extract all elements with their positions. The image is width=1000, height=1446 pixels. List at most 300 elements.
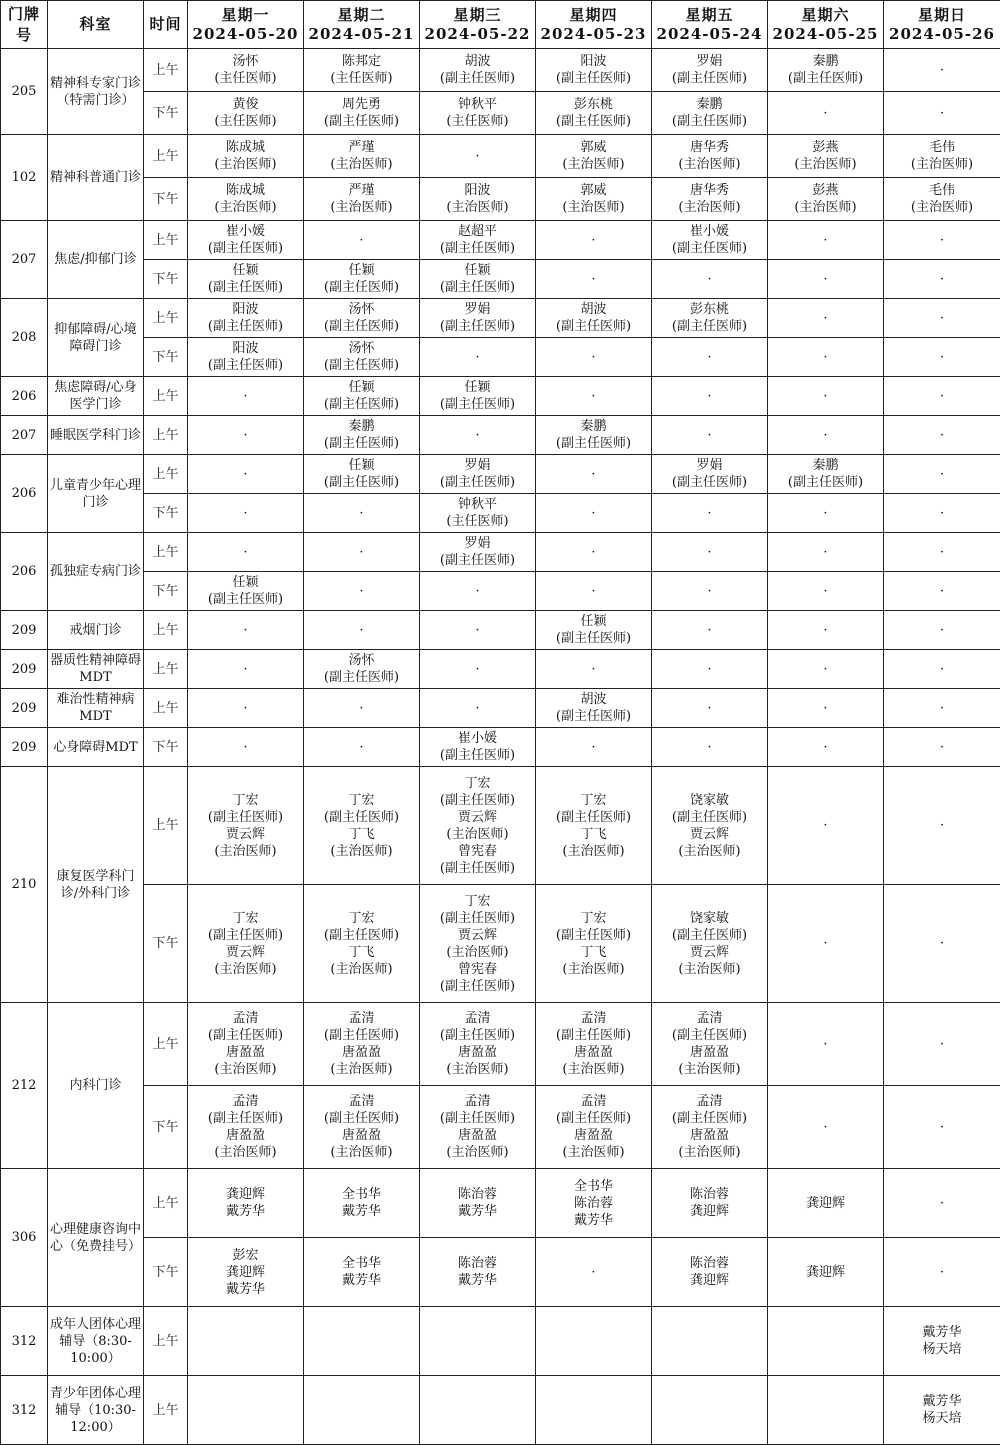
empty-marker: ·: [939, 622, 945, 638]
table-row: [1, 728, 1000, 767]
schedule-cell: [304, 611, 420, 650]
doctor-entry: (副主任医师): [555, 809, 632, 825]
doctor-entry: 汤怀: [348, 341, 375, 356]
schedule-cell: [420, 1238, 536, 1307]
room-number: 208: [1, 299, 48, 377]
empty-marker: ·: [243, 700, 248, 716]
doctor-entry: 唐华秀: [689, 183, 729, 198]
table-row: [1, 49, 1000, 92]
schedule-cell: [884, 728, 1000, 767]
schedule-cell: [420, 338, 536, 377]
schedule-cell: [652, 135, 768, 178]
department-name: 成年人团体心理辅导（8:30-10:00）: [48, 1307, 144, 1376]
schedule-cell: [420, 1003, 536, 1086]
empty-marker: ·: [939, 62, 945, 78]
room-number: 205: [1, 49, 48, 135]
header-date: 2024-05-21: [308, 24, 415, 43]
doctor-entry: (主治医师): [562, 1062, 625, 1077]
schedule-cell: [536, 1169, 652, 1238]
doctor-entry: (主治医师): [214, 1145, 277, 1160]
schedule-cell: [652, 338, 768, 377]
time-period: 上午: [144, 455, 188, 494]
doctor-entry: 戴芳华: [922, 1325, 962, 1340]
empty-marker: ·: [707, 700, 712, 716]
schedule-cell: [884, 377, 1000, 416]
empty-marker: ·: [591, 388, 596, 404]
doctor-entry: 汤怀: [348, 302, 375, 317]
schedule-cell: [188, 494, 304, 533]
schedule-cell: [188, 1086, 304, 1169]
doctor-entry: 曾宪春: [457, 961, 497, 977]
schedule-cell: [188, 221, 304, 260]
schedule-cell: [188, 1003, 304, 1086]
schedule-cell: [304, 49, 420, 92]
schedule-cell: [652, 455, 768, 494]
schedule-cell: [536, 221, 652, 260]
doctor-entry: 丁宏: [580, 910, 607, 926]
doctor-entry: (主治医师): [446, 200, 509, 215]
header-time: 时间: [144, 1, 188, 49]
doctor-entry: 丁宏: [348, 910, 375, 926]
schedule-cell: [536, 494, 652, 533]
doctor-entry: (副主任医师): [207, 1111, 284, 1126]
table-row: [1, 494, 1000, 533]
empty-marker: ·: [359, 544, 364, 560]
schedule-cell: [188, 1238, 304, 1307]
table-row: [1, 1238, 1000, 1307]
schedule-cell: [652, 92, 768, 135]
schedule-cell: [768, 178, 884, 221]
doctor-entry: 黄俊: [232, 97, 259, 112]
schedule-cell: [652, 1238, 768, 1307]
doctor-entry: 饶家敏: [689, 792, 729, 808]
schedule-cell: [420, 767, 536, 885]
schedule-cell: [420, 92, 536, 135]
doctor-entry: 唐盈盈: [573, 1045, 613, 1060]
schedule-cell: [652, 611, 768, 650]
schedule-cell: [884, 92, 1000, 135]
schedule-cell: [768, 299, 884, 338]
schedule-cell: [768, 377, 884, 416]
doctor-entry: 阳波: [580, 54, 607, 69]
schedule-cell: [884, 533, 1000, 572]
doctor-entry: (副主任医师): [671, 71, 748, 86]
empty-marker: ·: [823, 622, 828, 638]
table-row: [1, 221, 1000, 260]
doctor-entry: 秦鹏: [580, 419, 607, 434]
doctor-entry: (主治医师): [214, 843, 277, 859]
header-day-1: [188, 1, 304, 49]
doctor-entry: 龚迎辉: [805, 1195, 845, 1211]
empty-marker: ·: [243, 388, 248, 404]
schedule-cell: [304, 1238, 420, 1307]
time-period: 下午: [144, 338, 188, 377]
schedule-cell: [768, 416, 884, 455]
doctor-entry: 郭威: [580, 183, 607, 198]
table-row: [1, 611, 1000, 650]
schedule-cell: [884, 689, 1000, 728]
room-number: 206: [1, 533, 48, 611]
room-number: 209: [1, 650, 48, 689]
doctor-entry: 贾云辉: [689, 826, 729, 842]
schedule-cell: [536, 650, 652, 689]
schedule-body: [1, 49, 1000, 1445]
doctor-entry: (副主任医师): [207, 592, 284, 607]
schedule-cell: [884, 650, 1000, 689]
schedule-cell: [768, 611, 884, 650]
doctor-entry: 毛伟: [928, 140, 955, 155]
doctor-entry: 汤怀: [232, 54, 259, 69]
doctor-entry: (副主任医师): [439, 978, 516, 994]
doctor-entry: 罗娟: [464, 458, 491, 473]
doctor-entry: (主治医师): [794, 157, 857, 172]
empty-marker: ·: [939, 1195, 945, 1211]
empty-marker: ·: [591, 232, 596, 248]
doctor-entry: (主治医师): [446, 1145, 509, 1160]
schedule-cell: [536, 260, 652, 299]
doctor-entry: (副主任医师): [439, 748, 516, 763]
department-name: 器质性精神障碍MDT: [48, 650, 144, 689]
schedule-cell: [768, 1003, 884, 1086]
doctor-entry: 戴芳华: [457, 1204, 497, 1219]
schedule-cell: [536, 1376, 652, 1445]
schedule-cell: [536, 178, 652, 221]
header-day-2: [304, 1, 420, 49]
time-period: 上午: [144, 377, 188, 416]
time-period: 上午: [144, 533, 188, 572]
schedule-cell: [652, 377, 768, 416]
empty-marker: ·: [707, 271, 712, 287]
doctor-entry: 钟秋平: [457, 497, 497, 512]
empty-marker: ·: [591, 1264, 596, 1280]
time-period: 上午: [144, 416, 188, 455]
department-name: 心理健康咨询中心（免费挂号）: [48, 1169, 144, 1307]
schedule-cell: [536, 533, 652, 572]
table-row: [1, 885, 1000, 1003]
doctor-entry: 孟清: [232, 1011, 259, 1026]
doctor-entry: 唐盈盈: [341, 1045, 381, 1060]
schedule-cell: [188, 572, 304, 611]
doctor-entry: (副主任医师): [439, 1111, 516, 1126]
doctor-entry: 任颖: [580, 614, 607, 629]
doctor-entry: 郭威: [580, 140, 607, 155]
empty-marker: ·: [939, 1036, 945, 1052]
doctor-entry: 严瑾: [348, 183, 375, 198]
department-name: 儿童青少年心理门诊: [48, 455, 144, 533]
empty-marker: ·: [591, 739, 596, 755]
schedule-cell: [884, 455, 1000, 494]
department-name: 精神科普通门诊: [48, 135, 144, 221]
doctor-entry: 孟清: [232, 1094, 259, 1109]
doctor-entry: 严瑾: [348, 140, 375, 155]
schedule-cell: [884, 299, 1000, 338]
schedule-cell: [652, 767, 768, 885]
empty-marker: ·: [939, 1264, 945, 1280]
empty-marker: ·: [707, 427, 712, 443]
empty-marker: ·: [823, 232, 828, 248]
empty-marker: ·: [939, 583, 945, 599]
schedule-cell: [884, 338, 1000, 377]
doctor-entry: (主治医师): [446, 944, 509, 960]
doctor-entry: 唐华秀: [689, 140, 729, 155]
empty-marker: ·: [475, 661, 480, 677]
schedule-cell: [420, 178, 536, 221]
empty-marker: ·: [823, 739, 828, 755]
doctor-entry: 罗娟: [464, 302, 491, 317]
doctor-entry: 丁宏: [580, 792, 607, 808]
header-weekday: 星期四: [569, 5, 618, 24]
schedule-cell: [652, 1086, 768, 1169]
empty-marker: ·: [591, 583, 596, 599]
table-row: [1, 1169, 1000, 1238]
doctor-entry: (主治医师): [910, 200, 974, 215]
empty-marker: ·: [243, 622, 248, 638]
doctor-entry: 任颖: [348, 380, 375, 395]
doctor-entry: 孟清: [464, 1094, 491, 1109]
doctor-entry: (副主任医师): [671, 475, 748, 490]
header-row: [1, 1, 1000, 49]
schedule-cell: [304, 416, 420, 455]
header-weekday: 星期五: [685, 5, 734, 24]
doctor-entry: (副主任医师): [671, 241, 748, 256]
time-period: 上午: [144, 49, 188, 92]
doctor-entry: 贾云辉: [225, 944, 265, 960]
doctor-entry: 丁宏: [232, 792, 259, 808]
empty-marker: ·: [939, 1119, 945, 1135]
doctor-entry: (主治医师): [562, 200, 625, 215]
header-weekday: 星期二: [337, 5, 386, 24]
doctor-entry: 丁宏: [232, 910, 259, 926]
doctor-entry: 孟清: [580, 1011, 607, 1026]
schedule-cell: [652, 572, 768, 611]
doctor-entry: (主治医师): [446, 1062, 509, 1077]
doctor-entry: (主治医师): [214, 1062, 277, 1077]
room-number: 312: [1, 1376, 48, 1445]
table-row: [1, 1086, 1000, 1169]
time-period: 上午: [144, 221, 188, 260]
doctor-entry: (副主任医师): [555, 1028, 632, 1043]
doctor-entry: (副主任医师): [555, 114, 632, 129]
time-period: 下午: [144, 494, 188, 533]
doctor-entry: (副主任医师): [555, 71, 632, 86]
time-period: 上午: [144, 135, 188, 178]
table-row: [1, 689, 1000, 728]
schedule-cell: [188, 49, 304, 92]
doctor-entry: (主治医师): [562, 1145, 625, 1160]
header-weekday: 星期一: [221, 5, 270, 24]
time-period: 下午: [144, 260, 188, 299]
department-name: 戒烟门诊: [48, 611, 144, 650]
doctor-entry: (副主任医师): [323, 280, 400, 295]
empty-marker: ·: [707, 349, 712, 365]
schedule-cell: [884, 767, 1000, 885]
doctor-entry: 龚迎辉: [225, 1187, 265, 1202]
doctor-entry: (主治医师): [910, 157, 974, 172]
empty-marker: ·: [939, 739, 945, 755]
doctor-entry: 孟清: [696, 1094, 723, 1109]
schedule-cell: [768, 650, 884, 689]
doctor-entry: 贾云辉: [457, 809, 497, 825]
doctor-entry: (副主任医师): [207, 241, 284, 256]
schedule-cell: [304, 260, 420, 299]
doctor-entry: 孟清: [696, 1011, 723, 1026]
header-day-5: [652, 1, 768, 49]
doctor-entry: 贾云辉: [457, 927, 497, 943]
empty-marker: ·: [939, 388, 945, 404]
department-name: 青少年团体心理辅导（10:30-12:00）: [48, 1376, 144, 1445]
schedule-cell: [536, 135, 652, 178]
empty-marker: ·: [707, 661, 712, 677]
schedule-cell: [652, 49, 768, 92]
doctor-entry: (主治医师): [562, 157, 625, 172]
empty-marker: ·: [939, 505, 945, 521]
schedule-cell: [536, 1086, 652, 1169]
empty-marker: ·: [823, 583, 828, 599]
department-name: 内科门诊: [48, 1003, 144, 1169]
doctor-entry: 孟清: [348, 1094, 375, 1109]
doctor-entry: 崔小媛: [689, 224, 729, 239]
doctor-entry: 彭东桃: [689, 302, 729, 317]
doctor-entry: (副主任医师): [323, 475, 400, 490]
doctor-entry: (副主任医师): [207, 927, 284, 943]
header-date: 2024-05-20: [192, 24, 299, 43]
schedule-cell: [652, 178, 768, 221]
schedule-cell: [188, 650, 304, 689]
schedule-cell: [188, 455, 304, 494]
doctor-entry: 崔小媛: [457, 731, 497, 746]
schedule-cell: [304, 885, 420, 1003]
doctor-entry: 杨天培: [922, 1342, 962, 1357]
empty-marker: ·: [939, 271, 945, 287]
empty-marker: ·: [243, 505, 248, 521]
doctor-entry: 贾云辉: [225, 826, 265, 842]
table-row: [1, 299, 1000, 338]
schedule-cell: [188, 767, 304, 885]
schedule-cell: [188, 885, 304, 1003]
table-row: [1, 416, 1000, 455]
time-period: 上午: [144, 767, 188, 885]
schedule-cell: [884, 611, 1000, 650]
department-name: 孤独症专病门诊: [48, 533, 144, 611]
schedule-cell: [768, 494, 884, 533]
schedule-cell: [420, 221, 536, 260]
doctor-entry: 丁飞: [348, 944, 375, 960]
doctor-entry: 彭燕: [812, 140, 839, 155]
empty-marker: ·: [707, 505, 712, 521]
doctor-entry: 罗娟: [696, 458, 723, 473]
table-row: [1, 178, 1000, 221]
time-period: 上午: [144, 1169, 188, 1238]
doctor-entry: (副主任医师): [787, 71, 864, 86]
empty-marker: ·: [939, 310, 945, 326]
doctor-entry: (主治医师): [214, 961, 277, 977]
doctor-entry: 唐盈盈: [457, 1045, 497, 1060]
doctor-entry: (主治医师): [678, 200, 741, 215]
doctor-entry: (主治医师): [330, 843, 393, 859]
table-row: [1, 92, 1000, 135]
doctor-entry: 贾云辉: [689, 944, 729, 960]
empty-marker: ·: [243, 661, 248, 677]
schedule-cell: [768, 455, 884, 494]
doctor-entry: (主治医师): [330, 1145, 393, 1160]
doctor-entry: (主任医师): [446, 114, 509, 129]
empty-marker: ·: [243, 739, 248, 755]
doctor-entry: 罗娟: [696, 54, 723, 69]
doctor-entry: (副主任医师): [439, 241, 516, 256]
empty-marker: ·: [591, 544, 596, 560]
schedule-cell: [768, 572, 884, 611]
schedule-cell: [304, 299, 420, 338]
time-period: 上午: [144, 1376, 188, 1445]
doctor-entry: (副主任医师): [323, 1111, 400, 1126]
schedule-cell: [652, 260, 768, 299]
empty-marker: ·: [823, 661, 828, 677]
doctor-entry: 戴芳华: [922, 1394, 962, 1409]
doctor-entry: 孟清: [464, 1011, 491, 1026]
schedule-cell: [304, 533, 420, 572]
schedule-cell: [536, 416, 652, 455]
empty-marker: ·: [359, 583, 364, 599]
doctor-entry: (副主任医师): [555, 709, 632, 724]
table-row: [1, 650, 1000, 689]
doctor-entry: 龚迎辉: [225, 1264, 265, 1280]
doctor-entry: (主治医师): [330, 200, 393, 215]
schedule-cell: [304, 767, 420, 885]
doctor-entry: (副主任医师): [439, 71, 516, 86]
empty-marker: ·: [823, 105, 828, 121]
room-number: 209: [1, 611, 48, 650]
doctor-entry: (副主任医师): [439, 910, 516, 926]
room-number: 207: [1, 416, 48, 455]
schedule-cell: [420, 1376, 536, 1445]
room-number: 210: [1, 767, 48, 1003]
schedule-cell: [536, 885, 652, 1003]
department-name: 焦虑障碍/心身医学门诊: [48, 377, 144, 416]
empty-marker: ·: [591, 271, 596, 287]
doctor-entry: 陈成城: [225, 183, 265, 198]
schedule-cell: [884, 1003, 1000, 1086]
doctor-entry: 任颖: [232, 263, 259, 278]
empty-marker: ·: [359, 622, 364, 638]
header-room: 门牌号: [1, 1, 48, 49]
schedule-cell: [768, 338, 884, 377]
empty-marker: ·: [243, 427, 248, 443]
schedule-cell: [652, 1169, 768, 1238]
table-row: [1, 455, 1000, 494]
schedule-cell: [768, 1238, 884, 1307]
doctor-entry: 彭东桃: [573, 97, 613, 112]
header-dept: 科室: [48, 1, 144, 49]
schedule-cell: [304, 1086, 420, 1169]
doctor-entry: (主治医师): [678, 961, 741, 977]
schedule-cell: [768, 533, 884, 572]
schedule-cell: [304, 221, 420, 260]
doctor-entry: (主治医师): [562, 843, 625, 859]
schedule-cell: [188, 1169, 304, 1238]
empty-marker: ·: [823, 427, 828, 443]
room-number: 102: [1, 135, 48, 221]
doctor-entry: 戴芳华: [225, 1204, 265, 1219]
doctor-entry: 杨天培: [922, 1411, 962, 1426]
doctor-entry: (副主任医师): [207, 809, 284, 825]
schedule-cell: [188, 377, 304, 416]
schedule-cell: [768, 49, 884, 92]
doctor-entry: 丁宏: [464, 775, 491, 791]
schedule-cell: [536, 92, 652, 135]
empty-marker: ·: [707, 622, 712, 638]
schedule-cell: [304, 1376, 420, 1445]
doctor-entry: (主治医师): [678, 1145, 741, 1160]
